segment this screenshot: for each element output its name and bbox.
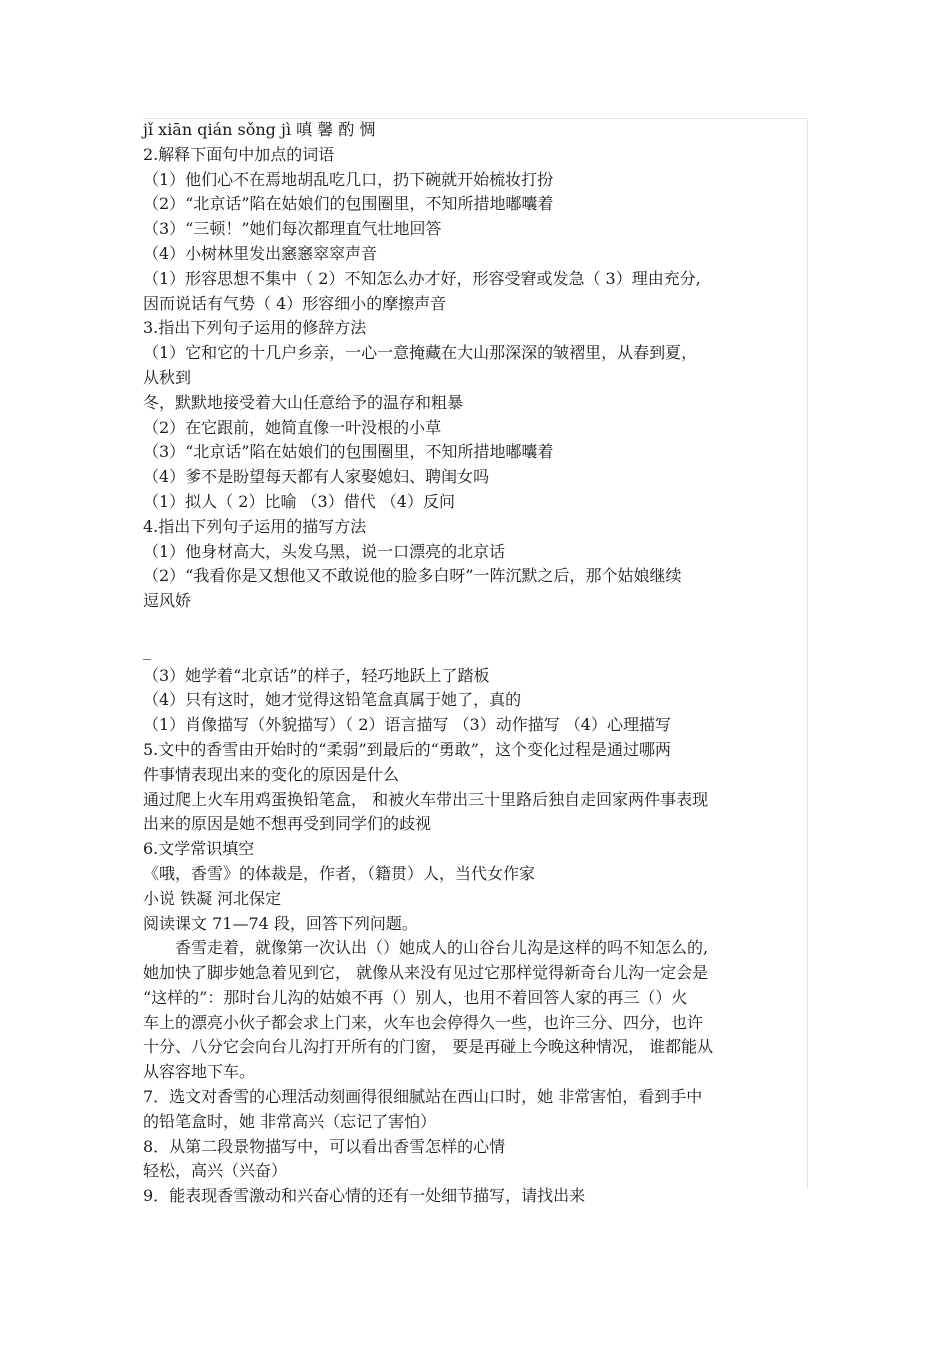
q4-answer: （1）肖像描写（外貌描写）（ 2）语言描写 （3）动作描写 （4）心理描写 (143, 715, 671, 735)
q4-item-3: （3）她学着“北京话”的样子，轻巧地跃上了踏板 (143, 665, 490, 685)
question-5-line-2: 件事情表现出来的变化的原因是什么 (143, 764, 400, 784)
question-6-heading: 6.文学常识填空 (143, 839, 255, 859)
q4-item-2-line-1: （2）“我看你是又想他又不敢说他的脸多白呀”一阵沉默之后，那个姑娘继续 (143, 566, 682, 586)
q3-item-2: （2）在它跟前，她简直像一叶没根的小草 (143, 417, 442, 437)
q4-item-1: （1）他身材高大，头发乌黑，说一口漂亮的北京话 (143, 541, 506, 561)
q2-answer-line-1: （1）形容思想不集中（ 2）不知怎么办才好，形容受窘或发急（ 3）理由充分, (143, 268, 701, 288)
q5-answer-line-2: 出来的原因是她不想再受到同学们的歧视 (143, 814, 432, 834)
q3-item-3: （3）“北京话”陷在姑娘们的包围圈里，不知所措地嘟囔着 (143, 442, 554, 462)
q3-item-4: （4）爹不是盼望每天都有人家娶媳妇、聘闺女吗 (143, 467, 490, 487)
passage-line-2: 她加快了脚步她急着见到它， 就像从来没有见过它那样觉得新奇台儿沟一定会是 (143, 963, 709, 983)
question-7-line-2: 的铅笔盒时，她 非常高兴（忘记了害怕） (143, 1111, 437, 1131)
pinyin-line: jǐ xiān qián sǒng jì 嗔 馨 酌 惆 (143, 120, 376, 139)
q3-item-1-line-1: （1）它和它的十几户乡亲，一心一意掩藏在大山那深深的皱褶里，从春到夏， (143, 343, 698, 363)
q3-item-1-line-2: 从秋到 (143, 367, 192, 387)
passage-line-6: 从容容地下车。 (143, 1062, 256, 1082)
question-8: 8．从第二段景物描写中，可以看出香雪怎样的心情 (143, 1136, 506, 1156)
question-3-heading: 3.指出下列句子运用的修辞方法 (143, 318, 367, 338)
q3-answer: （1）拟人（ 2）比喻 （3）借代 （4）反问 (143, 491, 455, 511)
q2-answer-line-2: 因而说话有气势（ 4）形容细小的摩擦声音 (143, 293, 447, 313)
passage-line-1: 香雪走着，就像第一次认出（）她成人的山谷台儿沟是这样的吗不知怎么的, (175, 938, 709, 958)
q2-item-3: （3）“三顿！”她们每次都理直气壮地回答 (143, 219, 442, 239)
blank-line (143, 614, 807, 639)
passage-line-3: “这样的”：那时台儿沟的姑娘不再（）别人，也用不着回答人家的再三（）火 (143, 987, 688, 1007)
document-body (143, 118, 807, 1209)
q8-answer: 轻松，高兴（兴奋） (143, 1161, 288, 1181)
question-5-line-1: 5.文中的香雪由开始时的“柔弱”到最后的“勇敢”，这个变化过程是通过哪两 (143, 739, 671, 759)
q3-item-1-line-3: 冬，默默地接受着大山任意给予的温存和粗暴 (143, 392, 464, 412)
passage-line-4: 车上的漂亮小伙子都会求上门来，火车也会停得久一些，也许三分、四分，也许 (143, 1012, 704, 1032)
q4-item-2-line-2: 逗风娇 (143, 591, 192, 611)
q6-answer: 小说 铁凝 河北保定 (143, 888, 282, 908)
question-7-line-1: 7．选文对香雪的心理活动刻画得很细腻站在西山口时，她 非常害怕，看到手中 (143, 1087, 703, 1107)
question-2-heading: 2.解释下面句中加点的词语 (143, 144, 335, 164)
reading-instruction: 阅读课文 71—74 段，回答下列问题。 (143, 913, 418, 933)
q4-item-4: （4）只有这时，她才觉得这铅笔盒真属于她了，真的 (143, 690, 522, 710)
question-9: 9．能表现香雪激动和兴奋心情的还有一处细节描写，请找出来 (143, 1186, 586, 1206)
question-4-heading: 4.指出下列句子运用的描写方法 (143, 516, 367, 536)
q2-item-4: （4）小树林里发出窸窸窣窣声音 (143, 243, 378, 263)
underscore-mark: _ (143, 640, 151, 660)
passage-line-5: 十分、八分它会向台儿沟打开所有的门窗， 要是再碰上今晚这种情况， 谁都能从 (143, 1037, 714, 1057)
q5-answer-line-1: 通过爬上火车用鸡蛋换铅笔盒， 和被火车带出三十里路后独自走回家两件事表现 (143, 789, 709, 809)
q6-prompt: 《哦，香雪》的体裁是，作者，（籍贯）人，当代女作家 (143, 863, 536, 883)
q2-item-1: （1）他们心不在焉地胡乱吃几口，扔下碗就开始梳妆打扮 (143, 169, 554, 189)
q2-item-2: （2）“北京话”陷在姑娘们的包围圈里，不知所措地嘟囔着 (143, 194, 554, 214)
